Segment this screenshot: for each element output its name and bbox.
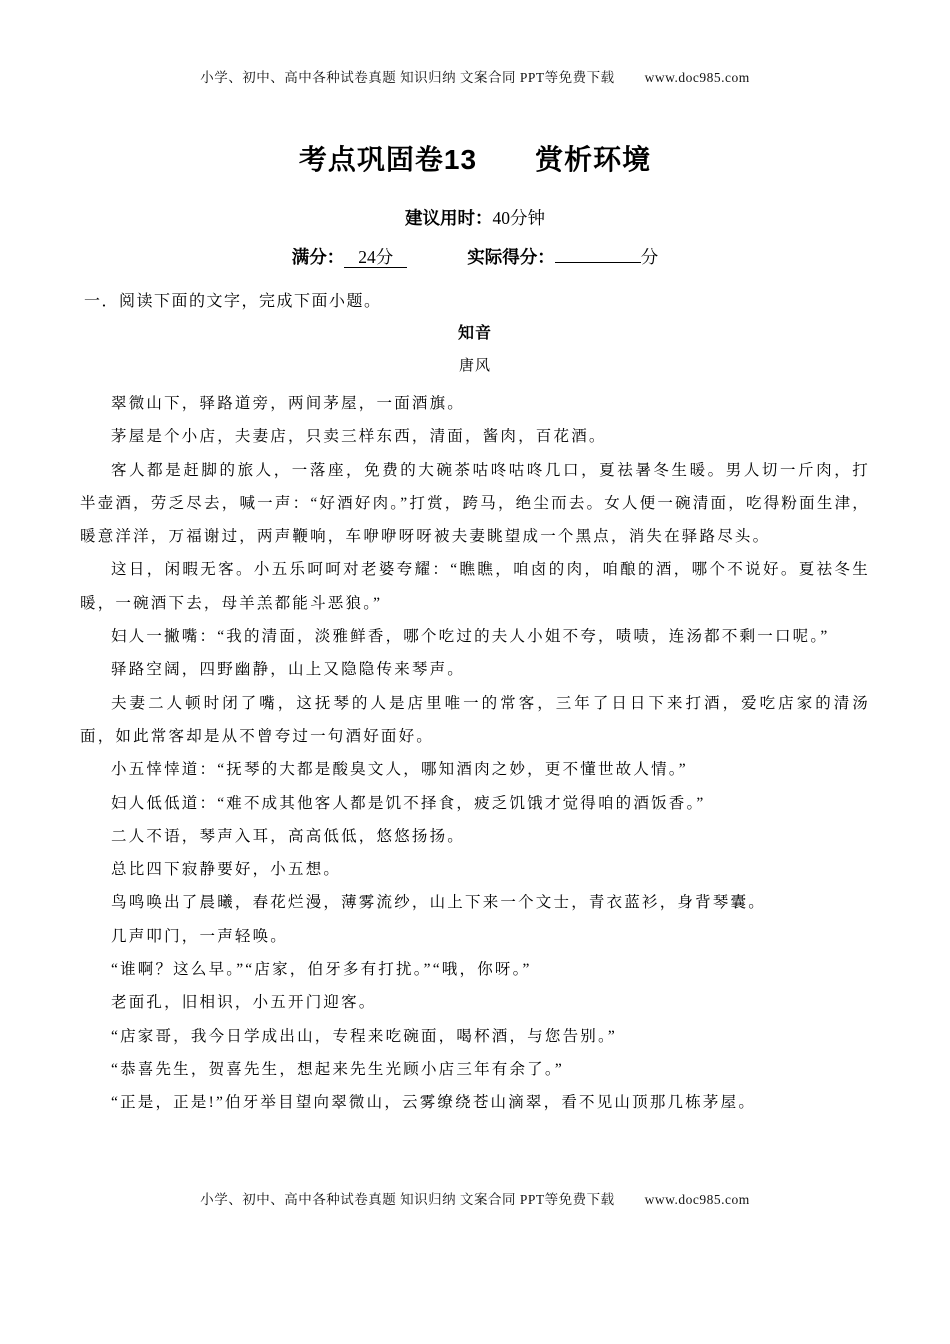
passage-paragraph: “恭喜先生，贺喜先生，想起来先生光顾小店三年有余了。” [111, 1060, 564, 1078]
passage-paragraph: 驿路空阔，四野幽静，山上又隐隐传来琴声。 [111, 661, 466, 679]
section-one-heading: 一．阅读下面的文字，完成下面小题。 [84, 293, 382, 310]
passage-paragraph: 二人不语，琴声入耳，高高低低，悠悠扬扬。 [111, 827, 466, 845]
passage-paragraph: 翠微山下，驿路道旁，两间茅屋，一面酒旗。 [111, 395, 466, 412]
footer-promo-text: 小学、初中、高中各种试卷真题 知识归纳 文案合同 PPT等免费下载 [200, 1192, 615, 1207]
suggested-time-label: 建议用时： [405, 208, 493, 228]
passage-paragraph: 几声叩门，一声轻唤。 [111, 927, 289, 945]
full-score-item [292, 244, 408, 270]
footer-site-link[interactable]: www.doc985.com [644, 1192, 750, 1207]
passage-paragraph: 这日，闲暇无客。小五乐呵呵对老婆夸耀：“瞧瞧，咱卤的肉，咱酿的酒，哪个不说好。夏祛冬生暖，一碗酒下去，母羊羔都能斗恶狼。” [80, 561, 870, 612]
full-score-value: 24分 [344, 247, 407, 268]
score-row [0, 244, 950, 270]
suggested-time-line [0, 206, 950, 230]
passage-body [80, 387, 870, 1120]
passage-paragraph: 小五悻悻道：“抚琴的大都是酸臭文人，哪知酒肉之妙，更不懂世故人情。” [111, 761, 688, 779]
passage-paragraph: 妇人一撇嘴：“我的清面，淡雅鲜香，哪个吃过的夫人小姐不夸，啧啧，连汤都不剩一口呢。” [111, 628, 830, 646]
passage-paragraph: 客人都是赶脚的旅人，一落座，免费的大碗茶咕咚咕咚几口，夏祛暑冬生暖。男人切一斤肉，打半壶酒，劳乏尽去，喊一声：“好酒好肉。”打赏，跨马，绝尘而去。女人便一碗清面，吃得粉面生津，暖意洋洋，万福谢过，两声鞭响，车咿咿呀呀被夫妻眺望成一个黑点，消失在驿路尽头。 [80, 461, 870, 546]
passage-paragraph: “正是，正是!”伯牙举目望向翠微山，云雾缭绕苍山滴翠，看不见山顶那几栋茅屋。 [111, 1094, 757, 1112]
passage-title: 知音 [457, 325, 492, 342]
passage-paragraph: “店家哥，我今日学成出山，专程来吃碗面，喝杯酒，与您告别。” [111, 1027, 618, 1045]
passage-paragraph: 夫妻二人顿时闭了嘴，这抚琴的人是店里唯一的常客，三年了日日下来打酒，爱吃店家的清汤面，如此常客却是从不曾夸过一句酒好面好。 [80, 694, 870, 745]
actual-score-item [467, 244, 658, 270]
suggested-time-value: 40分钟 [492, 208, 545, 228]
passage-paragraph: 妇人低低道：“难不成其他客人都是饥不择食，疲乏饥饿才觉得咱的酒饭香。” [111, 794, 706, 812]
passage-paragraph: 茅屋是个小店，夫妻店，只卖三样东西，清面，酱肉，百花酒。 [111, 428, 607, 446]
exam-title: 考点巩固卷13 赏析环境 [298, 144, 652, 175]
full-score-label: 满分： [291, 247, 345, 267]
passage-paragraph: 鸟鸣唤出了晨曦，春花烂漫，薄雾流纱，山上下来一个文士，青衣蓝衫，身背琴囊。 [111, 894, 766, 912]
passage-paragraph: 老面孔，旧相识，小五开门迎客。 [111, 994, 377, 1012]
header-site-link[interactable]: www.doc985.com [644, 70, 750, 85]
passage-author: 唐风 [458, 358, 491, 374]
passage-paragraph: “谁啊？这么早。”“店家，伯牙多有打扰。”“哦，你呀。” [111, 961, 532, 979]
actual-score-label: 实际得分： [467, 247, 555, 267]
header-promo-text: 小学、初中、高中各种试卷真题 知识归纳 文案合同 PPT等免费下载 [200, 70, 615, 85]
page-header [0, 66, 950, 86]
passage-paragraph: 总比四下寂静要好，小五想。 [111, 861, 342, 879]
actual-score-blank[interactable] [555, 245, 641, 263]
actual-score-suffix: 分 [640, 247, 659, 267]
page-footer [0, 1188, 950, 1208]
